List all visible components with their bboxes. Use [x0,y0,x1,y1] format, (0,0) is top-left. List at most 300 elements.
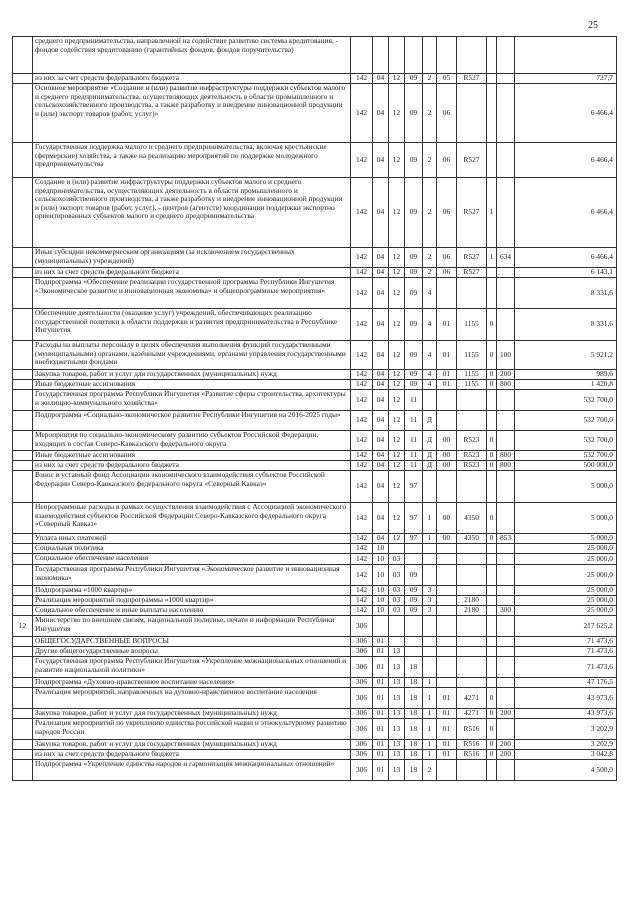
row-number-cell [13,719,33,740]
section-code-cell: 04 [373,431,389,451]
amount-cell: 727,7 [515,74,617,84]
item-name-cell: Взнос в уставный фонд Ассоциации экономического взаимодействия субъектов Российской Федерации Северо-Кавказского федерального округа «Северный Кавказ» [33,471,351,503]
expense-type-code-cell: 200 [497,750,515,760]
measure-code-cell: 01 [437,719,457,740]
expense-type-code-cell [497,565,515,586]
subprogram-code-cell [423,637,437,647]
row-number-cell [13,471,33,503]
expense-type-code-cell [497,678,515,688]
expense-type-code-cell: 100 [497,341,515,370]
amount-cell: 5 000,0 [515,503,617,534]
section-code-cell: 04 [373,471,389,503]
program-code-cell: 09 [405,586,423,596]
expense-type-code-cell: 853 [497,534,515,544]
row-number-cell [13,740,33,750]
item-name-cell: Реализация мероприятий по укреплению единства российской нации и этнокультурному развитию народов России [33,719,351,740]
table-row [13,268,617,278]
item-name-cell: Социальная политика [33,544,351,554]
expense-type-code-cell [497,84,515,143]
grbs-code-cell: 142 [351,341,373,370]
measure-code-cell: 00 [437,461,457,471]
expense-type-code-cell [497,544,515,554]
row-number-cell [13,750,33,760]
measure-code-cell [437,554,457,565]
subprogram-code-cell: 1 [423,503,437,534]
section-code-cell: 10 [373,554,389,565]
item-name-cell: Закупка товаров, работ и услуг для государственных (муниципальных) нужд [33,370,351,380]
subsection-code-cell: 13 [389,709,405,719]
measure-code-cell: 01 [437,750,457,760]
section-code-cell: 01 [373,637,389,647]
grbs-code-cell: 142 [351,534,373,544]
expense-type-code-cell [497,37,515,74]
section-code-cell: 10 [373,596,389,606]
grbs-code-cell: 142 [351,461,373,471]
row-number-cell [13,451,33,461]
item-name-cell: из них за счет средств федерального бюджета [33,74,351,84]
table-row [13,637,617,647]
item-name-cell: Иные бюджетные ассигнования [33,451,351,461]
measure-code-cell [437,544,457,554]
item-name-cell: Обеспечение деятельности (оказание услуг) учреждений, обеспечивающих реализацию государственной политики в области поддержки и развития предпринимательства в Республике Ингушетия [33,309,351,341]
amount-cell: 4 500,0 [515,760,617,781]
table-row [13,380,617,390]
direction-code-cell: 2180 [457,596,487,606]
table-row [13,760,617,781]
subprogram-code-cell: Д [423,451,437,461]
measure-code-cell: 01 [437,380,457,390]
section-code-cell: 01 [373,678,389,688]
subsection-code-cell: 13 [389,740,405,750]
row-number-cell [13,380,33,390]
table-row [13,84,617,143]
table-row [13,471,617,503]
program-code-cell: 18 [405,740,423,750]
expense-type-code-cell [497,471,515,503]
row-number-cell [13,84,33,143]
subprogram-code-cell: 1 [423,740,437,750]
section-code-cell: 01 [373,688,389,709]
expense-type-code-cell [497,596,515,606]
direction-code-cell: R516 [457,750,487,760]
table-row [13,431,617,451]
sub-code-cell [487,760,497,781]
measure-code-cell: 00 [437,451,457,461]
budget-table [12,36,617,781]
grbs-code-cell: 142 [351,554,373,565]
direction-code-cell: R527 [457,178,487,248]
measure-code-cell [437,390,457,411]
expense-type-code-cell [497,760,515,781]
subsection-code-cell: 13 [389,678,405,688]
sub-code-cell [487,586,497,596]
item-name-cell: Социальное обеспечение и иные выплаты населению [33,606,351,616]
subprogram-code-cell [423,565,437,586]
item-name-cell: Подпрограмма «Духовно-нравственное воспитание населения» [33,678,351,688]
grbs-code-cell: 142 [351,248,373,268]
subsection-code-cell: 13 [389,657,405,678]
item-name-cell: Уплата иных платежей [33,534,351,544]
subsection-code-cell: 12 [389,309,405,341]
measure-code-cell: 01 [437,309,457,341]
row-number-cell [13,657,33,678]
sub-code-cell [487,678,497,688]
sub-code-cell [487,657,497,678]
subprogram-code-cell: 2 [423,178,437,248]
item-name-cell: Закупка товаров, работ и услуг для государственных (муниципальных) нужд [33,709,351,719]
program-code-cell: 09 [405,565,423,586]
row-number-cell [13,178,33,248]
table-row [13,370,617,380]
direction-code-cell: 1155 [457,370,487,380]
table-row [13,596,617,606]
subsection-code-cell: 12 [389,248,405,268]
grbs-code-cell: 306 [351,678,373,688]
row-number-cell [13,411,33,431]
sub-code-cell [487,268,497,278]
measure-code-cell [437,678,457,688]
sub-code-cell [487,647,497,657]
section-code-cell: 10 [373,586,389,596]
item-name-cell: Подпрограмма «Укрепление единства народов и гармонизация межнациональных отношений» [33,760,351,781]
section-code-cell: 01 [373,719,389,740]
page-number: 25 [588,20,598,31]
amount-cell: 71 473,6 [515,637,617,647]
sub-code-cell: 0 [487,380,497,390]
amount-cell: 43 973,6 [515,688,617,709]
table-row [13,719,617,740]
grbs-code-cell: 306 [351,637,373,647]
row-number-cell [13,461,33,471]
subsection-code-cell: 12 [389,278,405,309]
subprogram-code-cell: 1 [423,688,437,709]
expense-type-code-cell [497,411,515,431]
subprogram-code-cell [423,616,437,637]
program-code-cell [405,647,423,657]
program-code-cell [405,637,423,647]
sub-code-cell [487,637,497,647]
item-name-cell: Государственная программа Республики Ингушетия «Развитие сферы строительства, архитектуры и жилищно-коммунального хозяйства» [33,390,351,411]
subprogram-code-cell [423,390,437,411]
direction-code-cell [457,565,487,586]
sub-code-cell: 0 [487,709,497,719]
direction-code-cell [457,678,487,688]
item-name-cell: Министерство по внешним связям, национальной политике, печати и информации Республики Ингушетия [33,616,351,637]
direction-code-cell: 4271 [457,688,487,709]
sub-code-cell: 0 [487,750,497,760]
measure-code-cell: 05 [437,74,457,84]
row-number-cell [13,74,33,84]
program-code-cell: 09 [405,248,423,268]
program-code-cell: 18 [405,760,423,781]
amount-cell: 71 473,6 [515,647,617,657]
item-name-cell: Государственная программа Республики Ингушетия «Экономическое развитие и инновационная экономика» [33,565,351,586]
measure-code-cell: 01 [437,688,457,709]
table-row [13,411,617,431]
section-code-cell: 04 [373,178,389,248]
row-number-cell [13,248,33,268]
sub-code-cell [487,390,497,411]
subsection-code-cell: 12 [389,431,405,451]
program-code-cell: 97 [405,503,423,534]
item-name-cell: Государственная поддержка малого и среднего предпринимательства, включая крестьянские (фермерские) хозяйства, а также на реализацию мероприятий по поддержке молодежного предпринимательства [33,143,351,178]
amount-cell: 47 176,5 [515,678,617,688]
table-row [13,143,617,178]
amount-cell: 6 466,4 [515,248,617,268]
grbs-code-cell: 142 [351,178,373,248]
measure-code-cell: 06 [437,84,457,143]
table-row [13,248,617,268]
grbs-code-cell: 142 [351,143,373,178]
expense-type-code-cell: 800 [497,380,515,390]
row-number-cell [13,586,33,596]
subsection-code-cell: 13 [389,688,405,709]
sub-code-cell: 0 [487,431,497,451]
amount-cell [515,37,617,74]
direction-code-cell [457,616,487,637]
program-code-cell: 18 [405,678,423,688]
measure-code-cell [437,647,457,657]
measure-code-cell [437,637,457,647]
program-code-cell: 11 [405,461,423,471]
subprogram-code-cell: 2 [423,74,437,84]
grbs-code-cell: 142 [351,74,373,84]
amount-cell: 25 000,0 [515,586,617,596]
section-code-cell: 04 [373,143,389,178]
expense-type-code-cell: 800 [497,461,515,471]
sub-code-cell [487,74,497,84]
subsection-code-cell: 12 [389,390,405,411]
amount-cell: 6 466,4 [515,84,617,143]
measure-code-cell: 06 [437,248,457,268]
subprogram-code-cell: 3 [423,586,437,596]
subsection-code-cell: 12 [389,370,405,380]
row-number-cell [13,596,33,606]
subprogram-code-cell: 1 [423,750,437,760]
section-code-cell: 01 [373,657,389,678]
section-code-cell: 04 [373,390,389,411]
amount-cell: 532 700,0 [515,411,617,431]
direction-code-cell: R527 [457,268,487,278]
amount-cell: 8 331,6 [515,278,617,309]
grbs-code-cell: 142 [351,544,373,554]
grbs-code-cell: 306 [351,688,373,709]
measure-code-cell: 01 [437,740,457,750]
subprogram-code-cell [423,657,437,678]
program-code-cell: 18 [405,750,423,760]
row-number-cell [13,544,33,554]
program-code-cell [405,544,423,554]
amount-cell: 8 331,6 [515,309,617,341]
direction-code-cell [457,37,487,74]
sub-code-cell [487,278,497,309]
subsection-code-cell: 12 [389,178,405,248]
subprogram-code-cell: 1 [423,709,437,719]
table-row [13,544,617,554]
section-code-cell: 04 [373,380,389,390]
program-code-cell: 11 [405,390,423,411]
amount-cell: 6 143,1 [515,268,617,278]
row-number-cell [13,143,33,178]
expense-type-code-cell [497,637,515,647]
program-code-cell: 11 [405,411,423,431]
grbs-code-cell: 306 [351,647,373,657]
item-name-cell: Расходы на выплаты персоналу в целях обеспечения выполнения функций государственными (муниципальными) органами, казёнными учреждениями, органами управления государственными внебюджетными фондами [33,341,351,370]
subprogram-code-cell: 4 [423,341,437,370]
subsection-code-cell: 12 [389,268,405,278]
direction-code-cell: 4350 [457,503,487,534]
table-row [13,657,617,678]
section-code-cell: 10 [373,544,389,554]
grbs-code-cell: 142 [351,565,373,586]
sub-code-cell: 0 [487,451,497,461]
row-number-cell [13,278,33,309]
sub-code-cell [487,143,497,178]
measure-code-cell: 00 [437,534,457,544]
table-row [13,37,617,74]
section-code-cell: 01 [373,740,389,750]
table-row [13,647,617,657]
table-row [13,309,617,341]
row-number-cell [13,503,33,534]
subprogram-code-cell: 3 [423,596,437,606]
item-name-cell: Иные бюджетные ассигнования [33,380,351,390]
row-number-cell [13,760,33,781]
expense-type-code-cell [497,616,515,637]
expense-type-code-cell [497,719,515,740]
program-code-cell [405,616,423,637]
section-code-cell: 01 [373,760,389,781]
subsection-code-cell: 12 [389,74,405,84]
table-row [13,709,617,719]
subprogram-code-cell: 4 [423,370,437,380]
measure-code-cell: 06 [437,268,457,278]
subprogram-code-cell [423,544,437,554]
table-row [13,740,617,750]
grbs-code-cell: 142 [351,380,373,390]
subsection-code-cell: 12 [389,534,405,544]
item-name-cell: из них за счет средств федерального бюджета [33,750,351,760]
section-code-cell: 04 [373,451,389,461]
expense-type-code-cell [497,586,515,596]
subsection-code-cell: 12 [389,503,405,534]
table-row [13,606,617,616]
measure-code-cell [437,586,457,596]
direction-code-cell: R523 [457,431,487,451]
table-row [13,503,617,534]
item-name-cell: Реализация мероприятий, направленных на духовно-нравственное воспитание населения [33,688,351,709]
section-code-cell: 04 [373,74,389,84]
row-number-cell [13,554,33,565]
row-number-cell [13,534,33,544]
subprogram-code-cell: Д [423,431,437,451]
subsection-code-cell: 03 [389,586,405,596]
expense-type-code-cell: 300 [497,606,515,616]
grbs-code-cell: 142 [351,606,373,616]
measure-code-cell [437,37,457,74]
measure-code-cell: 01 [437,341,457,370]
grbs-code-cell: 142 [351,370,373,380]
direction-code-cell [457,637,487,647]
section-code-cell: 04 [373,503,389,534]
subprogram-code-cell [423,647,437,657]
table-row [13,678,617,688]
direction-code-cell [457,84,487,143]
expense-type-code-cell [497,554,515,565]
row-number-cell [13,709,33,719]
table-row [13,341,617,370]
subsection-code-cell: 13 [389,760,405,781]
table-row [13,451,617,461]
item-name-cell: Закупка товаров, работ и услуг для государственных (муниципальных) нужд [33,740,351,750]
grbs-code-cell: 306 [351,616,373,637]
subprogram-code-cell: 4 [423,309,437,341]
expense-type-code-cell [497,309,515,341]
subprogram-code-cell: 2 [423,760,437,781]
subprogram-code-cell: Д [423,461,437,471]
expense-type-code-cell [497,647,515,657]
subprogram-code-cell [423,554,437,565]
direction-code-cell: 1155 [457,309,487,341]
program-code-cell: 09 [405,74,423,84]
subprogram-code-cell: 1 [423,534,437,544]
row-number-cell [13,37,33,74]
amount-cell: 5 000,0 [515,534,617,544]
grbs-code-cell: 142 [351,596,373,606]
measure-code-cell [437,657,457,678]
amount-cell: 5 000,0 [515,471,617,503]
measure-code-cell: 06 [437,143,457,178]
table-row [13,750,617,760]
program-code-cell: 09 [405,178,423,248]
grbs-code-cell: 142 [351,503,373,534]
program-code-cell: 09 [405,84,423,143]
subsection-code-cell [389,544,405,554]
amount-cell: 532 700,0 [515,431,617,451]
expense-type-code-cell [497,390,515,411]
grbs-code-cell: 142 [351,471,373,503]
amount-cell: 532 700,0 [515,451,617,461]
subprogram-code-cell: 2 [423,248,437,268]
measure-code-cell: 06 [437,178,457,248]
expense-type-code-cell [497,143,515,178]
grbs-code-cell: 306 [351,719,373,740]
row-number-cell [13,268,33,278]
measure-code-cell: 00 [437,503,457,534]
expense-type-code-cell [497,278,515,309]
direction-code-cell [457,390,487,411]
item-name-cell: Иные субсидии некоммерческим организациям (за исключением государственных (муниципальных) учреждений) [33,248,351,268]
subsection-code-cell: 13 [389,750,405,760]
subsection-code-cell: 03 [389,554,405,565]
grbs-code-cell [351,37,373,74]
subsection-code-cell: 12 [389,143,405,178]
sub-code-cell [487,544,497,554]
section-code-cell [373,37,389,74]
direction-code-cell [457,760,487,781]
sub-code-cell: 1 [487,178,497,248]
direction-code-cell: R527 [457,74,487,84]
row-number-cell [13,678,33,688]
row-number-cell [13,370,33,380]
program-code-cell: 09 [405,596,423,606]
subsection-code-cell [389,637,405,647]
direction-code-cell [457,657,487,678]
sub-code-cell: 0 [487,341,497,370]
section-code-cell: 04 [373,84,389,143]
sub-code-cell: 0 [487,503,497,534]
program-code-cell: 18 [405,657,423,678]
